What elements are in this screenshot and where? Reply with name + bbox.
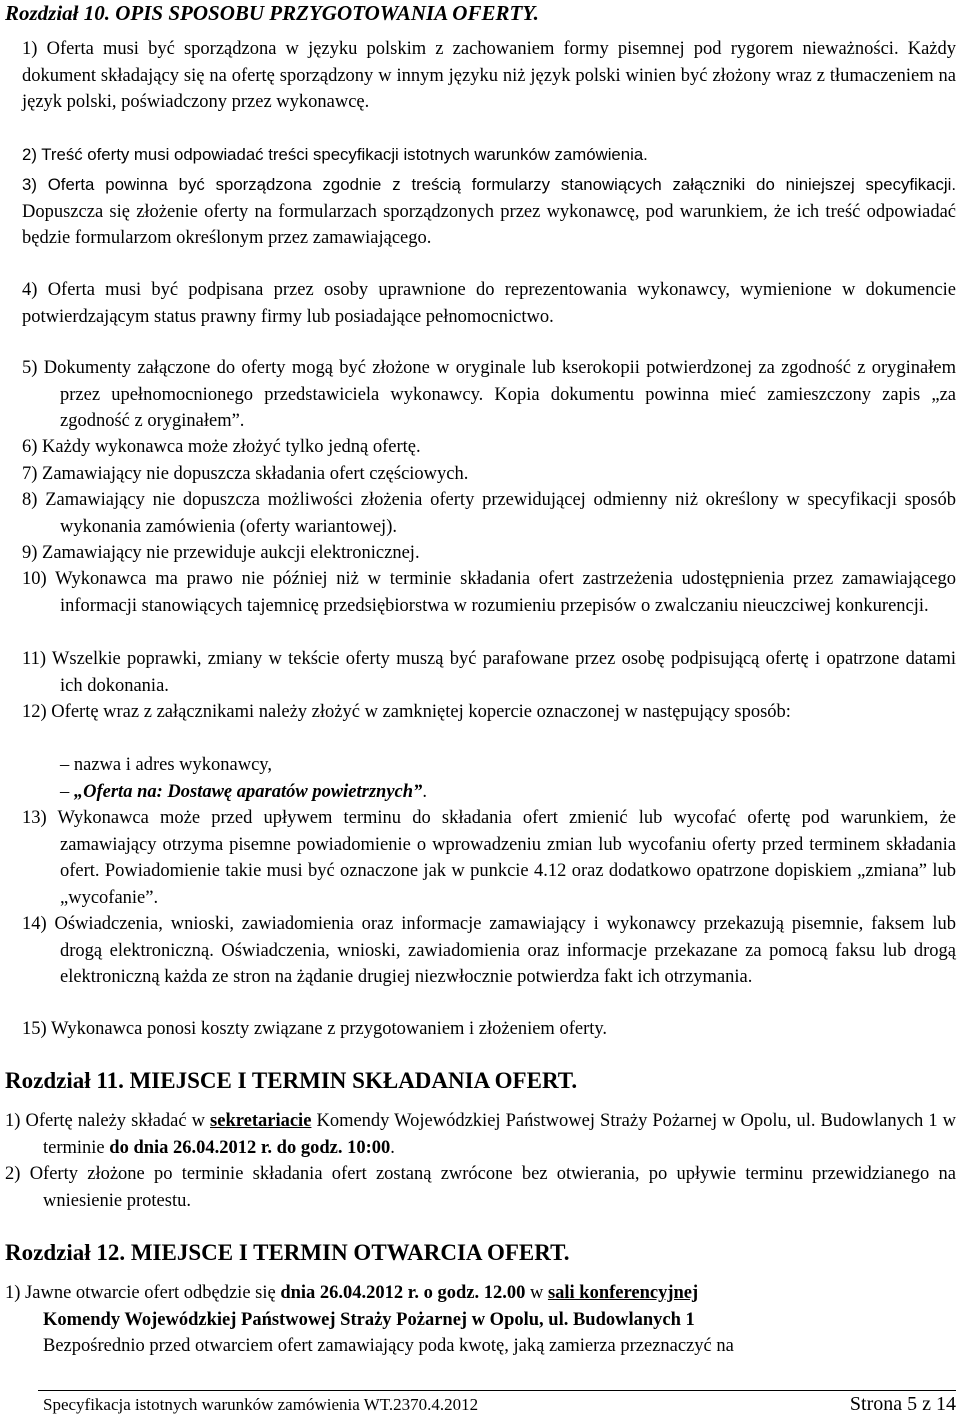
item-text: Zamawiający nie przewiduje aukcji elektronicznej. — [42, 543, 420, 563]
item-number: 7) — [22, 464, 38, 484]
chapter-12-title: Rozdział 12. MIEJSCE I TERMIN OTWARCIA OFERT. — [5, 1240, 570, 1265]
item-text: Wykonawca może przed upływem terminu do składania ofert zmienić lub wycofać ofertę pod warunkiem, że zamawiający otrzyma pisemne powiadomienie o wprowadzeniu zmian lub wycofaniu oferty przed terminem składania ofert. Powiadomienie takie musi być oznaczone jak w punkcie 4.12 oraz dodatkowo opatrzone dopiskiem „zmiana” lub „wycofanie”. — [57, 808, 957, 908]
item-number: 2) — [22, 145, 37, 164]
item-text: Oferta musi być sporządzona w języku polskim z zachowaniem formy pisemnej pod rygorem nieważności. Każdy dokument składający się na ofertę sporządzony w innym języku niż język polski winien być złożony wraz z tłumaczeniem na język polski, poświadczony przez wykonawcę. — [22, 39, 957, 112]
item-number: 9) — [22, 543, 38, 563]
ch10-item-9 — [22, 540, 956, 567]
item-text: Oferta musi być podpisana przez osoby uprawnione do reprezentowania wykonawcy, wymienione w dokumencie potwierdzającym status prawny firmy lub posiadające pełnomocnictwo. — [22, 280, 957, 327]
item-number: 4) — [22, 280, 38, 300]
item-text-c: w — [525, 1283, 548, 1303]
item-text: Zamawiający nie dopuszcza możliwości złożenia oferty przewidującej odmienny niż określony w specyfikacji sposób wykonania zamówienia (oferty wariantowej). — [45, 490, 957, 537]
conference-room: sali konferencyjnej — [547, 1283, 699, 1303]
item-text: Wszelkie poprawki, zmiany w tekście oferty muszą być parafowane przez osobę podpisującą ofertę i opatrzone datami ich dokonania. — [51, 649, 956, 696]
item-text-c: Komendy Wojewódzkiej Państwowej Straży Pożarnej w Opolu, ul. Budowlanych 1 w terminie — [43, 1111, 957, 1158]
deadline: do dnia 26.04.2012 r. do godz. 10:00 — [109, 1137, 391, 1158]
item-text: Wykonawca ma prawo nie później niż w terminie składania ofert zastrzeżenia udostępnienia przez zamawiającego informacji stanowiących tajemnicę przedsiębiorstwa w rozumieniu przepisów o zwalczaniu nieuczciwej konkurencji. — [55, 569, 957, 616]
item-number: 13) — [22, 808, 47, 828]
page-number: Strona 5 z 14 — [849, 1393, 956, 1415]
item-text: Ofertę wraz z załącznikami należy złożyć w zamkniętej kopercie oznaczonej w następujący sposób: — [51, 702, 791, 722]
ch12-item-1 — [5, 1280, 956, 1360]
ch10-item-8 — [22, 487, 956, 540]
item-text: Każdy wykonawca może złożyć tylko jedną ofertę. — [42, 437, 421, 457]
item-number: 5) — [22, 358, 38, 378]
ch10-item-4 — [22, 277, 956, 330]
item-number: 11) — [22, 649, 46, 669]
item-number: 8) — [22, 490, 38, 510]
item-text-f: Bezpośrednio przed otwarciem ofert zamawiający poda kwotę, jaką zamierza przeznaczyć na — [43, 1336, 734, 1356]
item-number: 1) — [5, 1283, 21, 1303]
ch10-item-11 — [22, 646, 956, 699]
chapter-10-title: Rozdział 10. OPIS SPOSOBU PRZYGOTOWANIA OFERTY. — [5, 1, 539, 25]
opening-date: dnia 26.04.2012 r. o godz. 12.00 — [280, 1283, 526, 1303]
item-number: 1) — [22, 39, 38, 59]
item-number: 10) — [22, 569, 47, 589]
offer-label: „Oferta na: Dostawę aparatów powietrznych” — [73, 782, 423, 802]
item-text-a: Jawne otwarcie ofert odbędzie się — [25, 1283, 281, 1303]
dash-suffix: . — [422, 782, 427, 802]
ch10-item-14 — [22, 911, 956, 991]
item-text: Zamawiający nie dopuszcza składania ofert częściowych. — [42, 464, 469, 484]
item-number: 1) — [5, 1111, 21, 1131]
sekretariat-link: sekretariacie — [210, 1111, 312, 1131]
item-number: 15) — [22, 1019, 47, 1039]
ch10-item-10 — [22, 566, 956, 619]
location: Komendy Wojewódzkiej Państwowej Straży Pożarnej w Opolu, ul. Budowlanych 1 — [43, 1309, 695, 1330]
ch10-item-6 — [22, 434, 956, 461]
item-text-part-1: Oferta powinna być sporządzona zgodnie z treścią formularzy stanowiących załączniki do niniejszej specyfikacji. — [47, 175, 957, 194]
item-number: 12) — [22, 702, 47, 722]
item-text-e: . — [390, 1137, 395, 1158]
item-number: 14) — [22, 914, 47, 934]
item-text-part-2: Dopuszcza się złożenie oferty na formularzach sporządzonych przez wykonawcę, pod warunkiem, że ich treść odpowiadać będzie formularzom określonym przez zamawiającego. — [22, 201, 956, 248]
ch10-item-15 — [22, 1016, 956, 1043]
ch10-item-12 — [22, 699, 956, 726]
ch10-item-12-dash-2 — [60, 779, 427, 805]
ch10-item-1 — [22, 36, 956, 116]
ch10-item-5 — [22, 355, 956, 435]
item-text: Oferty złożone po terminie składania ofert zostaną zwrócone bez otwierania, po upływie terminu przewidzianego na wniesienie protestu. — [29, 1164, 956, 1211]
ch10-item-3 — [22, 172, 956, 252]
item-text: Oświadczenia, wnioski, zawiadomienia oraz informacje zamawiający i wykonawcy przekazują pisemnie, faksem lub drogą elektroniczną. Oświadczenia, wnioski, zawiadomienia oraz informacje przekazane za pomocą faksu lub drogą elektroniczną każda ze stron na żądanie drugiej niezwłocznie potwierdza fakt ich otrzymania. — [54, 914, 956, 987]
item-text: Dokumenty załączone do oferty mogą być złożone w oryginale lub kserokopii potwierdzonej za zgodność z oryginałem przez upełnomocnionego przedstawiciela wykonawcy. Kopia dokumentu powinna mieć zamieszczony zapis „za zgodność z oryginałem”. — [43, 358, 957, 431]
item-number: 3) — [22, 175, 37, 194]
ch10-item-7 — [22, 461, 956, 488]
item-number: 2) — [5, 1164, 21, 1184]
ch10-item-12-dash-1: – nazwa i adres wykonawcy, — [60, 755, 272, 775]
item-text: Treść oferty musi odpowiadać treści specyfikacji istotnych warunków zamówienia. — [41, 145, 648, 164]
item-text: Wykonawca ponosi koszty związane z przygotowaniem i złożeniem oferty. — [50, 1019, 608, 1039]
chapter-11-title: Rozdział 11. MIEJSCE I TERMIN SKŁADANIA OFERT. — [5, 1068, 578, 1093]
ch11-item-2 — [5, 1161, 956, 1214]
item-number: 6) — [22, 437, 38, 457]
dash-prefix: – — [60, 782, 74, 802]
footer-divider — [38, 1390, 956, 1391]
footer-left: Specyfikacja istotnych warunków zamówienia WT.2370.4.2012 — [43, 1395, 479, 1414]
item-text-a: Ofertę należy składać w — [25, 1111, 211, 1131]
ch10-item-2 — [22, 142, 956, 169]
ch10-item-13 — [22, 805, 956, 911]
ch11-item-1 — [5, 1108, 956, 1161]
